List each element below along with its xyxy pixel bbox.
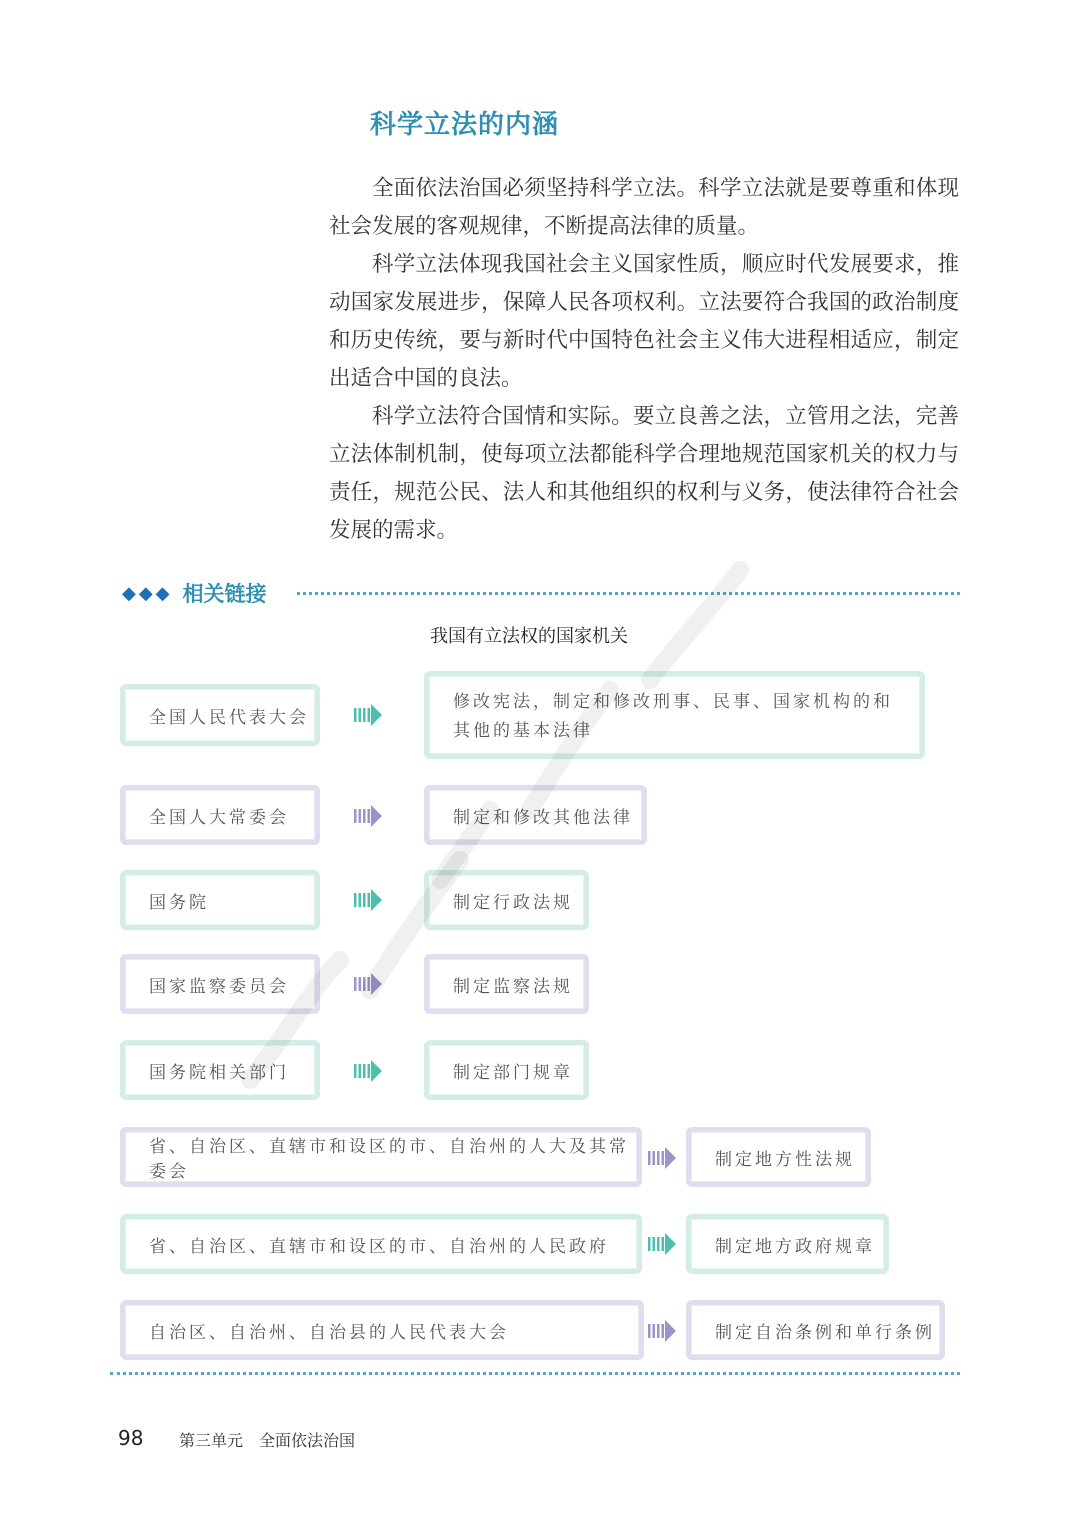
diagram-title: 我国有立法权的国家机关 — [430, 626, 628, 647]
related-link-title: 相关链接 — [182, 582, 267, 606]
power-box: 制定和修改其他法律 — [424, 785, 647, 845]
section-title: 科学立法的内涵 — [370, 110, 560, 140]
dotted-divider-top — [297, 592, 960, 595]
organ-box: 全国人大常委会 — [120, 785, 320, 845]
power-box: 修改宪法，制定和修改刑事、民事、国家机构的和其他的基本法律 — [424, 671, 925, 759]
body-text — [329, 170, 959, 550]
paragraph: 全面依法治国必须坚持科学立法。科学立法就是要尊重和体现社会发展的客观规律，不断提高法律的质量。 — [329, 176, 959, 239]
power-box: 制定监察法规 — [424, 954, 589, 1014]
power-box: 制定行政法规 — [424, 870, 589, 930]
power-box: 制定地方政府规章 — [686, 1214, 889, 1274]
arrow-icon — [648, 1320, 676, 1342]
dotted-divider-bottom — [110, 1372, 960, 1375]
related-link-header — [122, 578, 267, 608]
organ-box: 国家监察委员会 — [120, 954, 320, 1014]
diamond-icons: ◆◆◆ — [122, 582, 173, 604]
organ-box: 全国人民代表大会 — [120, 684, 320, 746]
arrow-icon — [354, 889, 382, 911]
paragraph: 科学立法体现我国社会主义国家性质，顺应时代发展要求，推动国家发展进步，保障人民各项权利。立法要符合我国的政治制度和历史传统，要与新时代中国特色社会主义伟大进程相适应，制定出适合中国的良法。 — [329, 252, 959, 391]
power-box: 制定地方性法规 — [686, 1127, 871, 1187]
arrow-icon — [354, 973, 382, 995]
organ-box: 省、自治区、直辖市和设区的市、自治州的人民政府 — [120, 1214, 642, 1274]
paragraph: 科学立法符合国情和实际。要立良善之法，立管用之法，完善立法体制机制，使每项立法都能科学合理地规范国家机关的权力与责任，规范公民、法人和其他组织的权利与义务，使法律符合社会发展的需求。 — [329, 404, 959, 543]
organ-box: 国务院 — [120, 870, 320, 930]
arrow-icon — [648, 1147, 676, 1169]
page-number: 98 — [118, 1426, 144, 1450]
footer-unit-title: 第三单元 全面依法治国 — [179, 1431, 356, 1450]
arrow-icon — [648, 1233, 676, 1255]
arrow-icon — [354, 1060, 382, 1082]
power-box: 制定部门规章 — [424, 1040, 589, 1100]
arrow-icon — [354, 805, 382, 827]
arrow-icon — [354, 704, 382, 726]
organ-box: 国务院相关部门 — [120, 1040, 320, 1100]
organ-box: 自治区、自治州、自治县的人民代表大会 — [120, 1300, 644, 1360]
organ-box: 省、自治区、直辖市和设区的市、自治州的人大及其常委会 — [120, 1127, 642, 1187]
power-box: 制定自治条例和单行条例 — [686, 1300, 945, 1360]
